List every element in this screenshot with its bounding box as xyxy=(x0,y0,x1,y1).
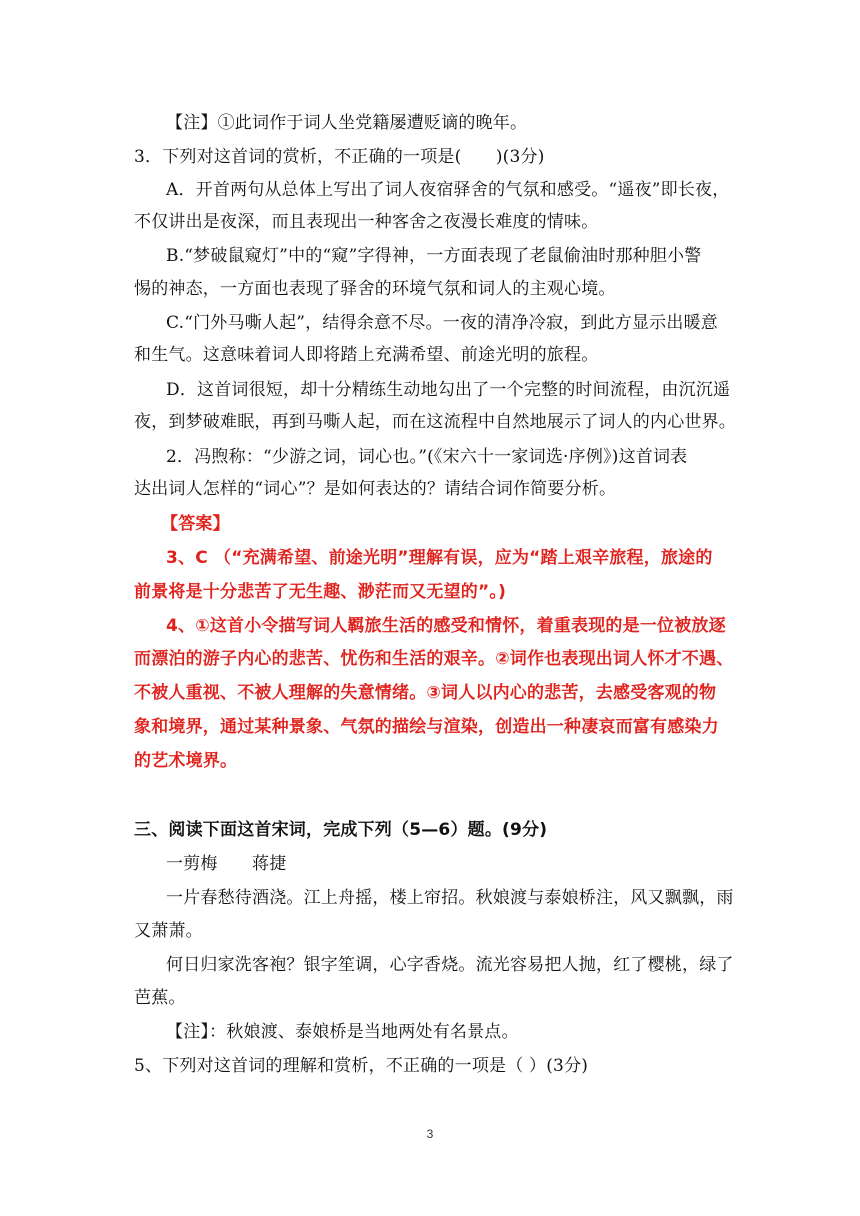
note-intro: 【注】①此词作于词人坐党籍屡遭贬谪的晚年。 xyxy=(166,113,528,133)
option-b-line1: B.“梦破鼠窥灯”中的“窥”字得神，一方面表现了老鼠偷油时那种胆小警 xyxy=(166,246,702,266)
answer-4-line3: 不被人重视、不被人理解的失意情绪。③词人以内心的悲苦，去感受客观的物 xyxy=(134,683,717,703)
poem-note: 【注】：秋娘渡、泰娘桥是当地两处有名景点。 xyxy=(166,1022,519,1042)
option-c-line1: C.“门外马嘶人起”，结得余意不尽。一夜的清净冷寂，到此方显示出暖意 xyxy=(166,313,718,333)
question-5: 5、下列对这首词的理解和赏析，不正确的一项是（ ）(3分) xyxy=(134,1056,589,1076)
poem-title: 一剪梅 蒋捷 xyxy=(166,854,287,874)
answer-4-line5: 的艺术境界。 xyxy=(134,751,238,771)
page-number: 3 xyxy=(426,1127,434,1141)
option-d-line2: 夜，到梦破难眠，再到马嘶人起，而在这流程中自然地展示了词人的内心世界。 xyxy=(134,412,736,432)
answer-4-line1: 4、①这首小令描写词人羁旅生活的感受和情怀，着重表现的是一位被放逐 xyxy=(166,616,726,636)
poem-line4: 芭蕉。 xyxy=(134,988,186,1008)
poem-line3: 何日归家洗客袍？银字笙调，心字香烧。流光容易把人抛，红了樱桃，绿了 xyxy=(166,955,734,975)
answer-4-line2: 而漂泊的游子内心的悲苦、忧伤和生活的艰辛。②词作也表现出词人怀才不遇、 xyxy=(134,649,734,669)
option-b-line2: 惕的神态，一方面也表现了驿舍的环境气氛和词人的主观心境。 xyxy=(134,279,616,299)
option-d-line1: D．这首词很短，却十分精练生动地勾出了一个完整的时间流程，由沉沉遥 xyxy=(166,380,731,400)
option-a-line1: A．开首两句从总体上写出了词人夜宿驿舍的气氛和感受。“遥夜”即长夜， xyxy=(166,180,730,200)
answer-heading: 【答案】 xyxy=(161,514,230,534)
answer-4-line4: 象和境界，通过某种景象、气氛的描绘与渲染，创造出一种凄哀而富有感染力 xyxy=(134,717,719,737)
question-2-line2: 达出词人怎样的“词心”？是如何表达的？请结合词作简要分析。 xyxy=(134,479,617,499)
answer-3-line1: 3、C （“充满希望、前途光明”理解有误，应为“踏上艰辛旅程，旅途的 xyxy=(166,548,713,568)
poem-line1: 一片春愁待酒浇。江上舟摇，楼上帘招。秋娘渡与泰娘桥注，风又飘飘，雨 xyxy=(166,888,734,908)
poem-line2: 又萧萧。 xyxy=(134,921,203,941)
option-c-line2: 和生气。这意味着词人即将踏上充满希望、前途光明的旅程。 xyxy=(134,345,599,365)
answer-3-line2: 前景将是十分悲苦了无生趣、渺茫而又无望的”。) xyxy=(134,582,507,602)
section-3-heading: 三、阅读下面这首宋词，完成下列（5—6）题。(9分) xyxy=(134,820,548,840)
question-2-line1: 2．冯煦称：“少游之词，词心也。”(《宋六十一家词选·序例》)这首词表 xyxy=(166,447,688,467)
question-3: 3．下列对这首词的赏析，不正确的一项是( )(3分) xyxy=(134,147,545,167)
option-a-line2: 不仅讲出是夜深，而且表现出一种客舍之夜漫长难度的情味。 xyxy=(134,212,599,232)
